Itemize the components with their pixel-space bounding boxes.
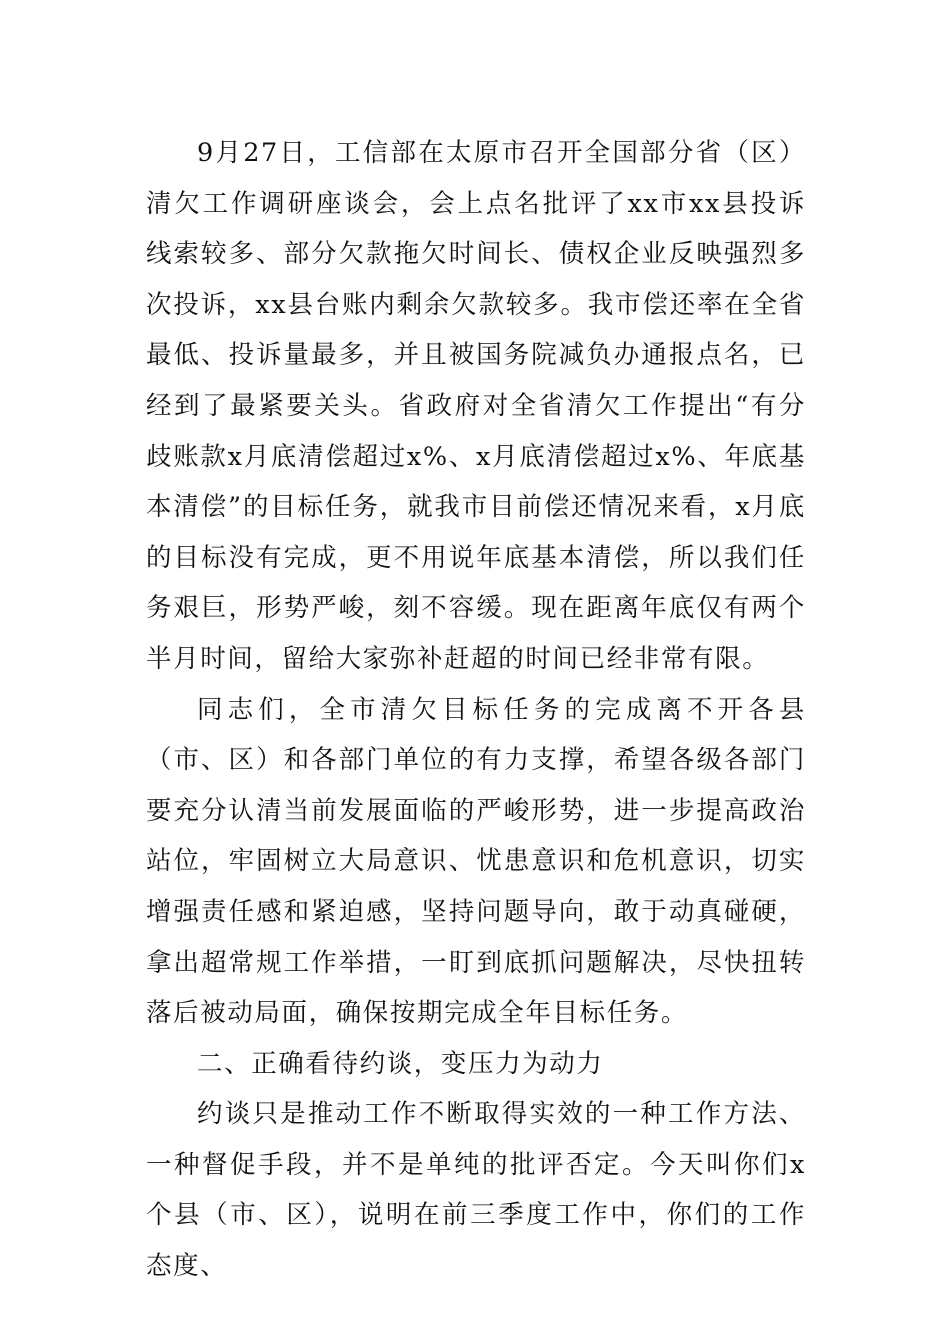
paragraph-debt-clearance-situation: 9月27日，工信部在太原市召开全国部分省（区）清欠工作调研座谈会，会上点名批评了xx市xx县投诉线索较多、部分欠款拖欠时间长、债权企业反映强烈多次投诉，xx县台账内剩余欠款较多。我市偿还率在全省最低、投诉量最多，并且被国务院减负办通报点名，已经到了最紧要关头。省政府对全省清欠工作提出“有分歧账款x月底清偿超过x%、x月底清偿超过x%、年底基本清偿”的目标任务，就我市目前偿还情况来看，x月底的目标没有完成，更不用说年底基本清偿，所以我们任务艰巨，形势严峻，刻不容缓。现在距离年底仅有两个半月时间，留给大家弥补赶超的时间已经非常有限。 bbox=[146, 138, 806, 674]
paragraph-call-to-action: 同志们，全市清欠目标任务的完成离不开各县（市、区）和各部门单位的有力支撑，希望各级各部门要充分认清当前发展面临的严峻形势，进一步提高政治站位，牢固树立大局意识、忧患意识和危机意识，切实增强责任感和紧迫感，坚持问题导向，敢于动真碰硬，拿出超常规工作举措，一盯到底抓问题解决，尽快扭转落后被动局面，确保按期完成全年目标任务。 bbox=[146, 694, 806, 1029]
document-body bbox=[146, 128, 806, 1292]
paragraph-interview-purpose: 约谈只是推动工作不断取得实效的一种工作方法、一种督促手段，并不是单纯的批评否定。今天叫你们x个县（市、区），说明在前三季度工作中，你们的工作态度、 bbox=[146, 1099, 806, 1282]
section-heading-two: 二、正确看待约谈，变压力为动力 bbox=[197, 1048, 604, 1079]
